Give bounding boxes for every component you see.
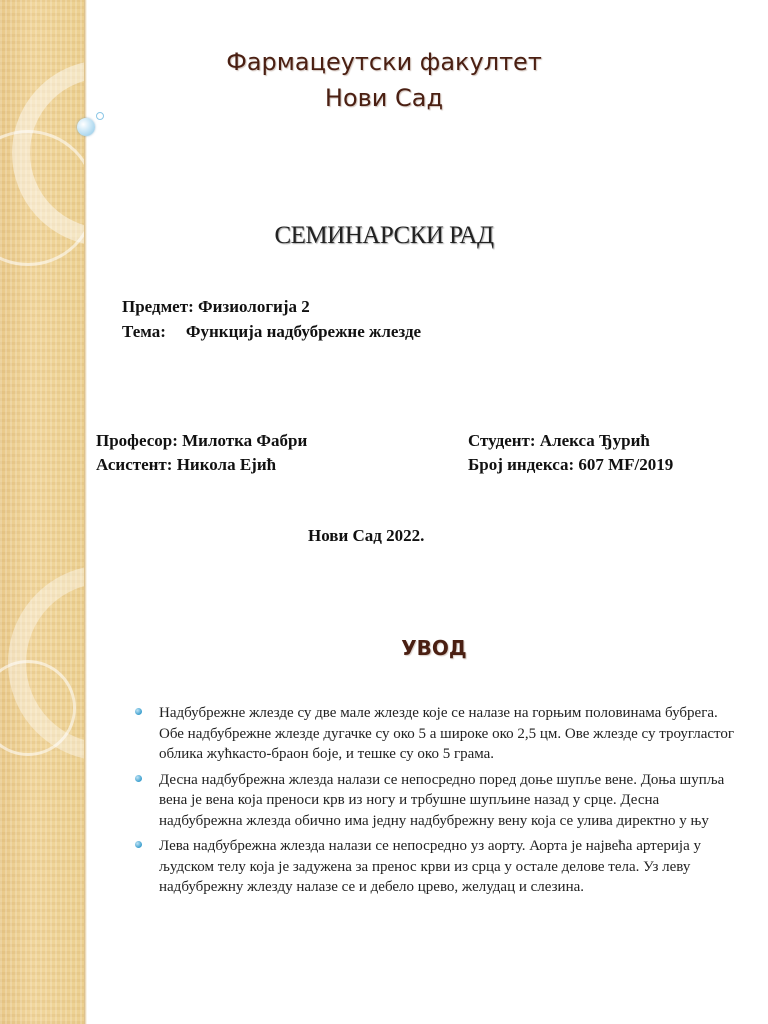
list-item <box>135 703 745 765</box>
bullet-text: Надбубрежне жлезде су две мале жлезде које се налазе на горњим половинама бубрега. Обе надбубрежне жлезде дугачке су око 5 а широке око 2,5 цм. Ове жлезде су троугластог облика жућкасто-браон боје, и тешке су око 5 грама. <box>159 705 735 762</box>
list-item <box>135 836 745 898</box>
faculty-name: Фармацеутски факултет <box>226 48 542 76</box>
bullet-dot-icon <box>135 708 142 715</box>
topic-value: Функција надбубрежне жлезде <box>185 322 422 341</box>
document-title: СЕМИНАРСКИ РАД <box>274 222 494 249</box>
band-edge-shadow <box>84 0 87 1024</box>
assistant-line: Асистент: Никола Ејић <box>96 455 277 474</box>
intro-heading: УВОД <box>401 636 467 660</box>
decorative-side-band <box>0 0 84 1024</box>
topic-label: Тема: <box>122 322 166 341</box>
student-line: Студент: Алекса Ђурић <box>468 431 650 450</box>
faculty-city: Нови Сад <box>324 84 444 112</box>
list-item <box>135 770 745 832</box>
decorative-ring <box>0 130 84 266</box>
place-date: Нови Сад 2022. <box>308 526 425 545</box>
bullet-dot-icon <box>135 841 142 848</box>
topic-line <box>122 322 421 342</box>
bubble-decoration <box>77 118 95 136</box>
bullet-dot-icon <box>135 775 142 782</box>
bullet-text: Десна надбубрежна жлезда налази се непосредно поред доње шупље вене. Доња шупља вена је вена која преноси крв из ногу и трбушне шупљине назад у срце. Десна надбубрежна жлезда обично има једну надбубрежну вену која се улива директно у њу <box>159 771 725 829</box>
bullet-text: Лева надбубрежна жлезда налази се непосредно уз аорту. Аорта је највећа артерија у људском телу која је задужена за пренос крви из срца у остале делове тела. Уз леву надбубрежну жлезду налазе се и дебело црево, желудац и слезина. <box>159 838 701 895</box>
subject-line: Предмет: Физиологија 2 <box>122 297 310 316</box>
bullet-list <box>135 703 745 903</box>
index-number-line: Број индекса: 607 MF/2019 <box>468 455 674 474</box>
professor-line: Професор: Милотка Фабри <box>96 431 308 450</box>
